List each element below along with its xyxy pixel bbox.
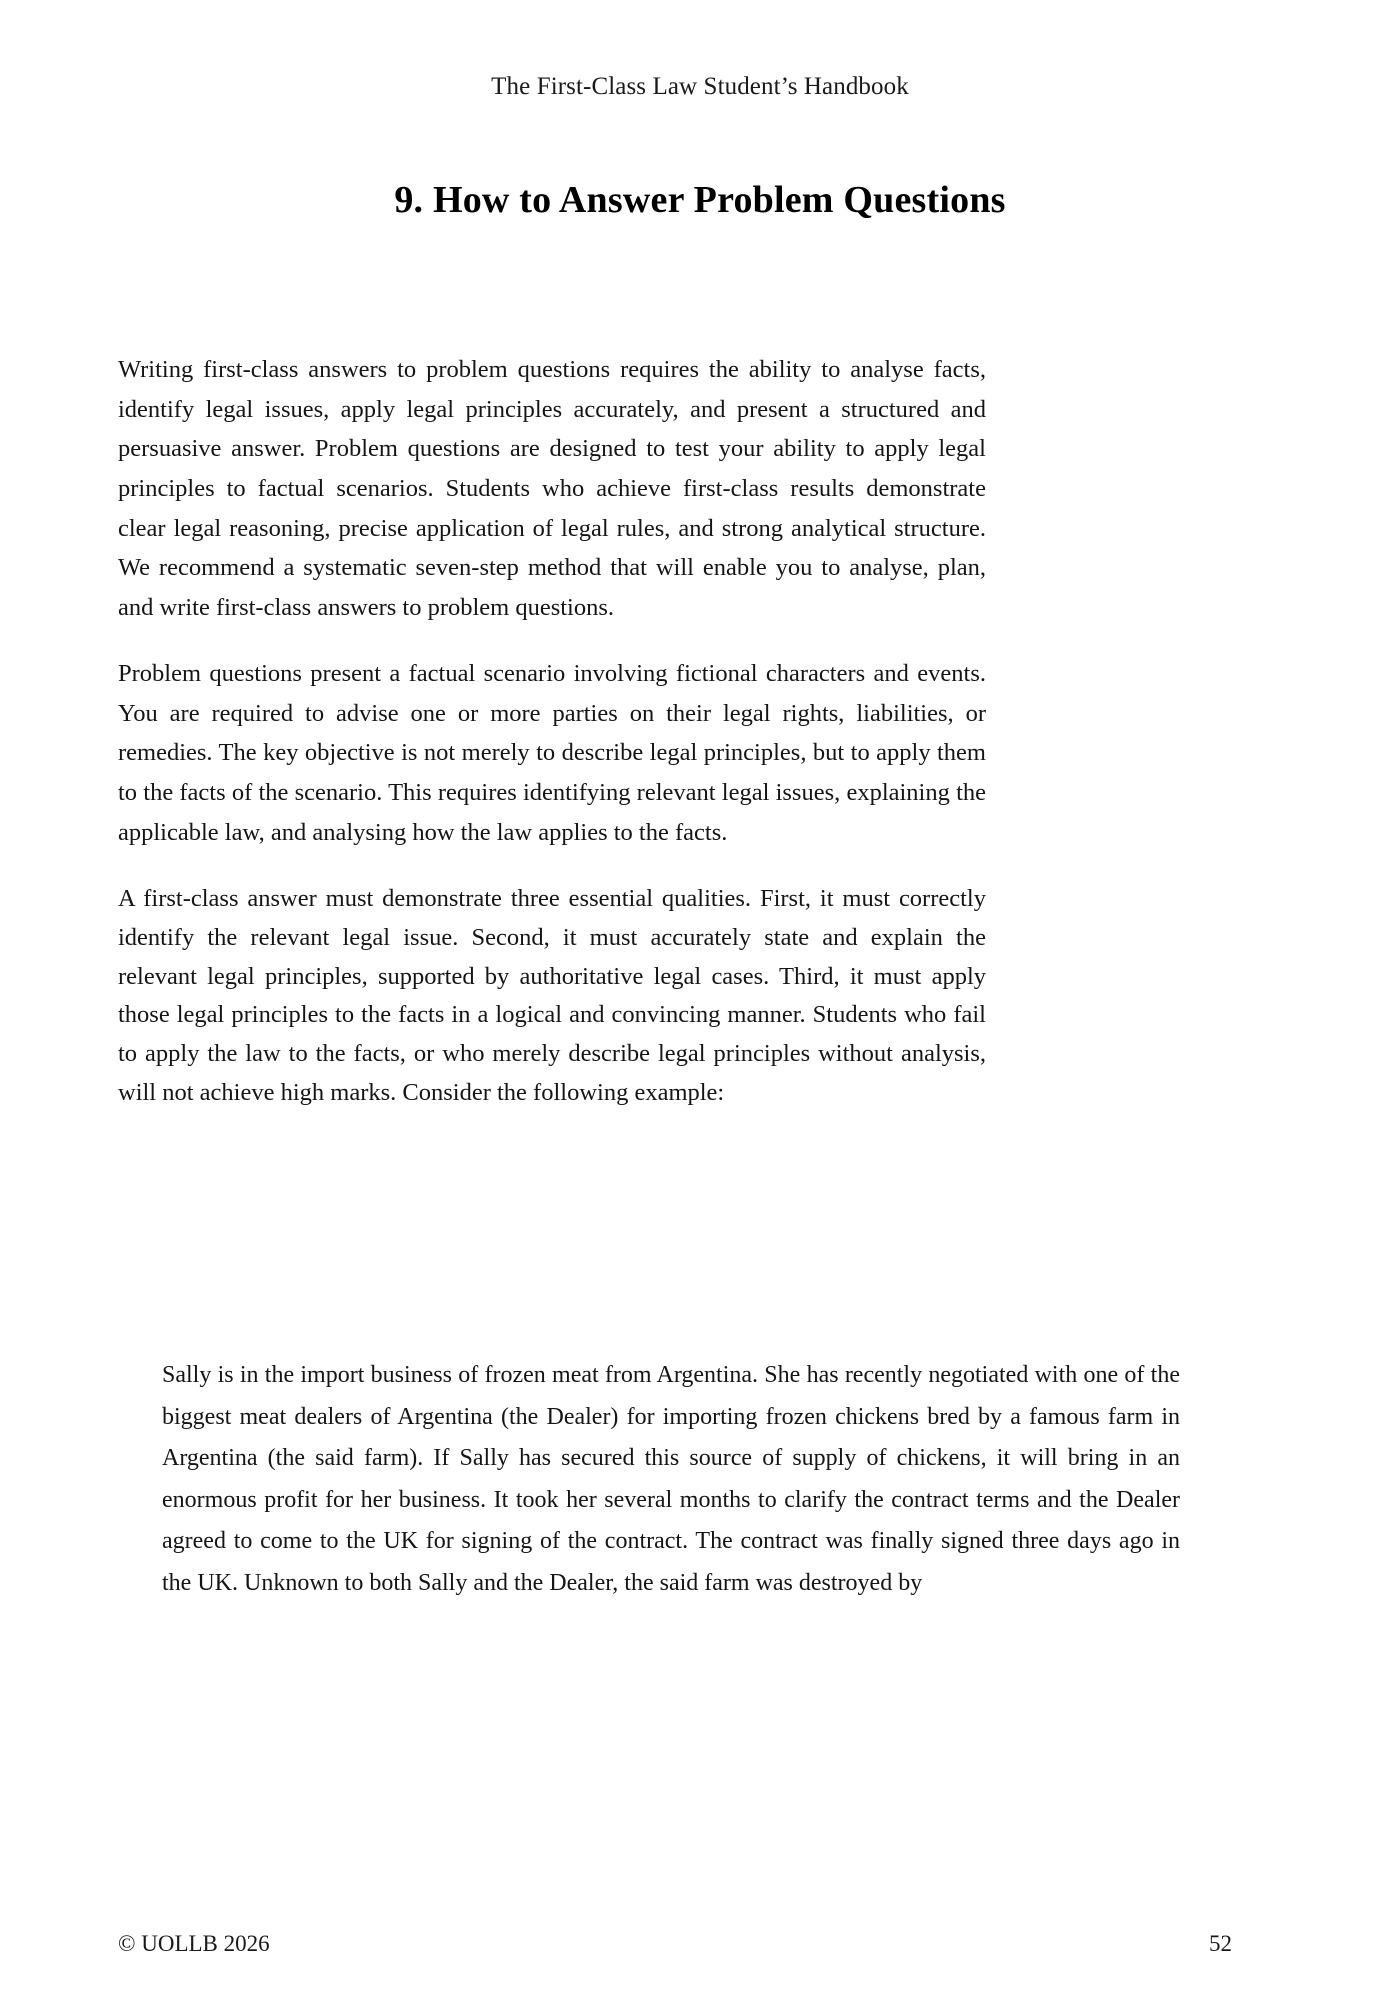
example-blockquote <box>162 1355 1180 1604</box>
page-footer <box>0 1880 1400 2000</box>
blockquote-paragraph: Sally is in the import business of frozen meat from Argentina. She has recently negotiated with one of the biggest meat dealers of Argentina (the Dealer) for importing frozen chickens bred by a famous farm in Argentina (the said farm). If Sally has secured this source of supply of chickens, it will bring in an enormous profit for her business. It took her several months to clarify the contract terms and the Dealer agreed to come to the UK for signing of the contract. The contract was finally signed three days ago in the UK. Unknown to both Sally and the Dealer, the said farm was destroyed by <box>162 1362 1180 1596</box>
page-number: 52 <box>1209 1931 1232 1956</box>
chapter-title: 9. How to Answer Problem Questions <box>394 179 1006 222</box>
running-header: The First-Class Law Student’s Handbook <box>491 73 909 100</box>
body-text-column <box>118 350 986 1112</box>
body-paragraph: Problem questions present a factual scenario involving fictional characters and events. You are required to advise one or more parties on their legal rights, liabilities, or remedies. The key objective is not merely to describe legal principles, but to apply them to the facts of the scenario. This requires identifying relevant legal issues, explaining the applicable law, and analysing how the law applies to the facts. <box>118 659 986 846</box>
body-paragraph: A first-class answer must demonstrate three essential qualities. First, it must correctly identify the relevant legal issue. Second, it must accurately state and explain the relevant legal principles, supported by authoritative legal cases. Third, it must apply those legal principles to the facts in a logical and convincing manner. Students who fail to apply the law to the facts, or who merely describe legal principles without analysis, will not achieve high marks. Consider the following example: <box>118 885 986 1106</box>
body-paragraph: Writing first-class answers to problem questions requires the ability to analyse facts, identify legal issues, apply legal principles accurately, and present a structured and persuasive answer. Problem questions are designed to test your ability to apply legal principles to factual scenarios. Students who achieve first-class results demonstrate clear legal reasoning, precise application of legal rules, and strong analytical structure. We recommend a systematic seven-step method that will enable you to analyse, plan, and write first-class answers to problem questions. <box>118 356 986 622</box>
footer-copyright: © UOLLB 2026 <box>118 1931 270 1956</box>
